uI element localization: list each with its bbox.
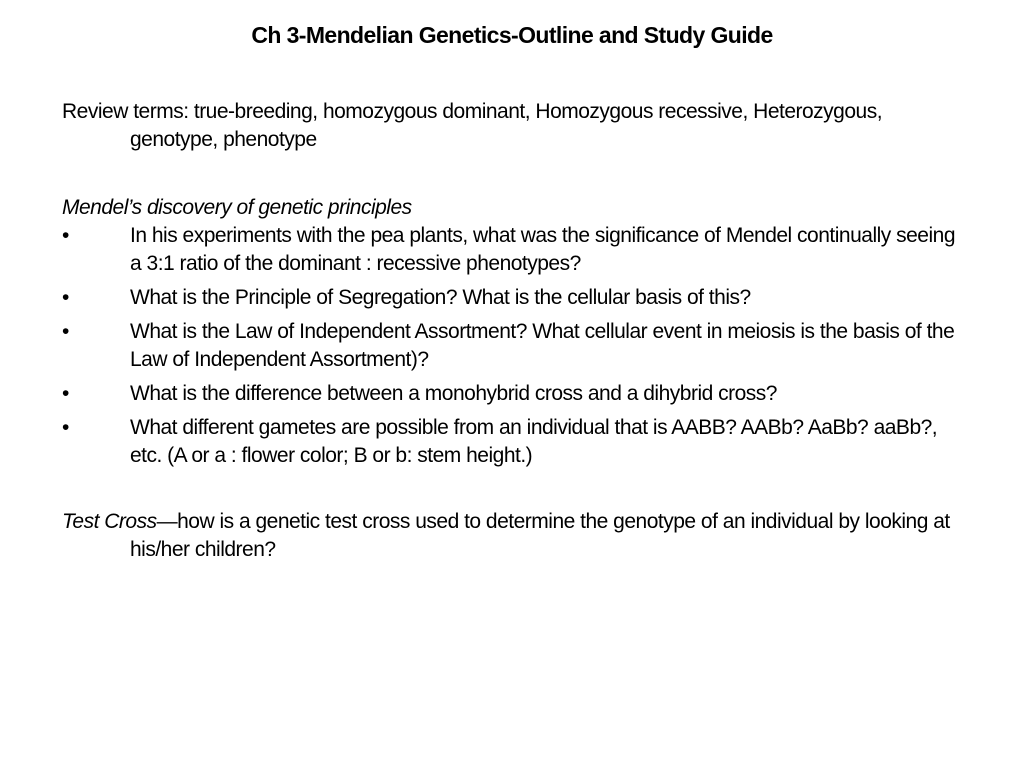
spacer <box>62 476 962 508</box>
list-item <box>62 380 962 408</box>
slide-title: Ch 3-Mendelian Genetics-Outline and Study Guide <box>251 22 773 48</box>
list-item-text: What different gametes are possible from an individual that is AABB? AABb? AaBb? aaBb?, etc. (A or a : flower color; B or b: stem height.) <box>130 416 938 467</box>
list-item-text: What is the Law of Independent Assortment? What cellular event in meiosis is the basis of the Law of Independent Assortment)? <box>130 320 955 371</box>
test-cross-label: Test Cross <box>62 510 157 533</box>
list-item-text: What is the Principle of Segregation? What is the cellular basis of this? <box>130 286 751 309</box>
list-item <box>62 414 962 470</box>
spacer <box>62 154 962 194</box>
bullet-icon: • <box>62 382 69 405</box>
test-cross-text: —how is a genetic test cross used to determine the genotype of an individual by looking at his/her children? <box>130 510 950 561</box>
slide-content <box>62 98 962 564</box>
bullet-icon: • <box>62 320 69 343</box>
bullet-icon: • <box>62 286 69 309</box>
bullet-icon: • <box>62 224 69 247</box>
review-terms: Review terms: true-breeding, homozygous dominant, Homozygous recessive, Heterozygous, genotype, phenotype <box>62 100 883 151</box>
list-item-text: What is the difference between a monohybrid cross and a dihybrid cross? <box>130 382 777 405</box>
list-item-text: In his experiments with the pea plants, what was the significance of Mendel continually seeing a 3:1 ratio of the dominant : recessive phenotypes? <box>130 224 955 275</box>
bullet-icon: • <box>62 416 69 439</box>
list-item <box>62 284 962 312</box>
bullet-list <box>62 222 962 470</box>
section-heading: Mendel’s discovery of genetic principles <box>62 196 412 219</box>
test-cross-paragraph <box>62 508 962 564</box>
list-item <box>62 318 962 374</box>
list-item <box>62 222 962 278</box>
